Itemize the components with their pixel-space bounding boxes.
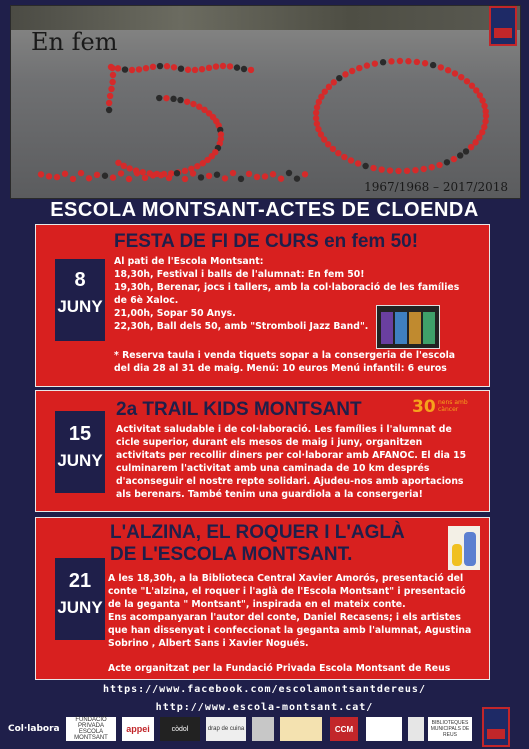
student-figure: [326, 84, 332, 90]
collabora-label: Col·labora: [8, 724, 60, 734]
student-figure: [294, 175, 300, 181]
student-figure: [412, 167, 418, 173]
student-figure: [182, 168, 188, 174]
student-figure: [313, 115, 319, 121]
student-figure: [222, 175, 228, 181]
student-figure: [463, 148, 469, 154]
event-details: [116, 423, 466, 501]
student-figure: [230, 170, 236, 176]
event-footer: Acte organitzat per la Fundació Privada Escola Montsant de Reus: [108, 663, 451, 674]
sponsor-ccm-logo: CCM: [330, 717, 358, 741]
note-line: del dia 28 al 31 de maig. Menú: 10 euros Menú infantil: 6 euros: [114, 363, 447, 374]
student-figure: [106, 107, 112, 113]
student-figure: [158, 172, 164, 178]
student-figure: [451, 156, 457, 162]
student-figure: [414, 59, 420, 65]
event-date-3: [55, 558, 105, 640]
event-line: Sobrino , Albert Sans i Xavier Nogués.: [108, 638, 309, 649]
student-figure: [102, 173, 108, 179]
student-figure: [142, 175, 148, 181]
student-figure: [177, 97, 183, 103]
student-figure: [315, 126, 321, 132]
student-figure: [405, 58, 411, 64]
event-line: A les 18,30h, a la Biblioteca Central Xavier Amorós, presentació del: [108, 573, 464, 584]
student-figure: [469, 83, 475, 89]
student-figure: [387, 167, 393, 173]
event-line: activitats per recollir diners per col·laborar amb AFANOC. El dia 15: [116, 450, 467, 461]
student-figure: [214, 171, 220, 177]
event-day: 21: [68, 570, 92, 592]
student-figure: [206, 65, 212, 71]
student-figure: [134, 170, 140, 176]
student-figure: [397, 58, 403, 64]
student-figure: [164, 63, 170, 69]
event-line: Ens acompanyaran l'autor del conte, Daniel Recasens; i els artistes: [108, 612, 461, 623]
student-figure: [227, 63, 233, 69]
student-figure: [370, 165, 376, 171]
sponsor-logo-6: [280, 717, 322, 741]
student-figure: [194, 163, 200, 169]
event-line: als berenars. També tenim una guardiola a la consergeria!: [116, 489, 423, 500]
event-line: de la geganta " Montsant", inspirada en el mateix conte.: [108, 599, 406, 610]
student-figure: [118, 170, 124, 176]
event-line: conte "L'alzina, el roquer i l'aglà de l'Escola Montsant" i presentació: [108, 586, 466, 597]
student-figure: [421, 166, 427, 172]
student-figure: [483, 108, 489, 114]
student-figure: [313, 110, 319, 116]
event-month: JUNY: [57, 451, 103, 470]
stromboli-band-image: [376, 305, 440, 349]
student-figure: [286, 170, 292, 176]
student-figure: [395, 168, 401, 174]
student-figure: [438, 64, 444, 70]
student-figure: [331, 79, 337, 85]
sponsor-drap-logo: drap de cuina: [206, 717, 246, 741]
event-heading: FESTA DE FI DE CURS en fem 50!: [114, 231, 419, 252]
student-figure: [464, 78, 470, 84]
sponsor-logo-9: [408, 717, 424, 741]
event-line: 18,30h, Festival i balls de l'alumnat: En fem 50!: [114, 269, 365, 280]
student-figure: [472, 139, 478, 145]
student-figure: [157, 63, 163, 69]
student-figure: [150, 172, 156, 178]
event-line: que han dissenyat i confeccionat la geganta amb l'alumnat, Agustina: [108, 625, 472, 636]
student-figure: [444, 159, 450, 165]
student-figure: [62, 171, 68, 177]
sponsor-biblioteques-logo: BIBLIOTEQUES MUNICIPALS DE REUS: [428, 717, 472, 741]
student-figure: [170, 96, 176, 102]
event-line: cicle superior, durant els mesos de maig i juny, organitzen: [116, 437, 423, 448]
student-figure: [457, 152, 463, 158]
student-figure: [234, 64, 240, 70]
student-figure: [372, 60, 378, 66]
student-figure: [302, 171, 308, 177]
photo-caption: En fem: [31, 28, 118, 56]
geganta-illustration: [448, 526, 480, 570]
photo-years: 1967/1968 – 2017/2018: [364, 180, 508, 194]
student-figure: [206, 173, 212, 179]
student-figure: [106, 100, 112, 106]
event-line: 21,00h, Sopar 50 Anys.: [114, 308, 236, 319]
student-figure: [185, 67, 191, 73]
student-figure: [126, 176, 132, 182]
student-figure: [115, 65, 121, 71]
student-figure: [388, 58, 394, 64]
event-day: 15: [68, 423, 92, 445]
student-figure: [129, 67, 135, 73]
student-figure: [246, 171, 252, 177]
event-heading-line: L'ALZINA, EL ROQUER I L'AGLÀ: [110, 522, 405, 543]
student-figure: [458, 74, 464, 80]
student-figure: [143, 65, 149, 71]
student-figure: [262, 173, 268, 179]
student-figure: [468, 144, 474, 150]
student-figure: [46, 173, 52, 179]
student-figure: [364, 62, 370, 68]
facebook-link[interactable]: https://www.facebook.com/escolamontsantdereus/: [103, 684, 426, 695]
student-figure: [54, 174, 60, 180]
student-figure: [422, 60, 428, 66]
student-figure: [70, 176, 76, 182]
event-line: 19,30h, Berenar, jocs i tallers, amb la col·laboració de les famílies: [114, 282, 460, 293]
student-figure: [429, 164, 435, 170]
event-note: [114, 349, 455, 375]
student-figure: [220, 63, 226, 69]
header-photo: [10, 5, 521, 199]
student-figure: [270, 171, 276, 177]
student-figure: [178, 65, 184, 71]
student-figure: [380, 59, 386, 65]
page-title: ESCOLA MONTSANT-ACTES DE CLOENDA: [50, 199, 479, 221]
event-line: de 6è Xaloc.: [114, 295, 179, 306]
student-figure: [241, 66, 247, 72]
student-figure: [192, 67, 198, 73]
student-figure: [355, 160, 361, 166]
student-figure: [335, 150, 341, 156]
badge-text: nens amb càncer: [438, 399, 468, 413]
student-figure: [156, 95, 162, 101]
student-figure: [171, 64, 177, 70]
student-figure: [436, 162, 442, 168]
student-figure: [198, 174, 204, 180]
event-date-1: [55, 259, 105, 341]
student-figure: [314, 121, 320, 127]
student-figure: [430, 62, 436, 68]
event-heading: 2a TRAIL KIDS MONTSANT: [116, 399, 362, 420]
event-panel-3: [35, 517, 490, 680]
student-figure: [109, 79, 115, 85]
student-figure: [174, 170, 180, 176]
student-figure: [126, 165, 132, 171]
student-figure: [108, 86, 114, 92]
school-logo-icon: [489, 6, 517, 46]
student-figure: [38, 171, 44, 177]
sponsor-fundacio-logo: FUNDACIÓ PRIVADA ESCOLA MONTSANT: [66, 717, 116, 741]
student-figure: [330, 146, 336, 152]
student-figure: [86, 175, 92, 181]
student-figure: [238, 176, 244, 182]
student-figure: [78, 170, 84, 176]
student-figure: [121, 163, 127, 169]
student-figure: [348, 157, 354, 163]
student-figure: [482, 118, 488, 124]
badge-number: 30: [412, 397, 436, 417]
student-figure: [342, 71, 348, 77]
event-month: JUNY: [57, 297, 103, 316]
student-figure: [248, 67, 254, 73]
student-figure: [163, 95, 169, 101]
event-panel-2: [35, 390, 490, 512]
school-logo-bottom-icon: [482, 707, 510, 747]
student-figure: [199, 66, 205, 72]
student-figure: [115, 160, 121, 166]
student-figure: [254, 174, 260, 180]
event-line: Al pati de l'Escola Montsant:: [114, 256, 264, 267]
student-figure: [109, 65, 115, 71]
event-heading-line: DE L'ESCOLA MONTSANT.: [110, 544, 353, 565]
student-figure: [356, 65, 362, 71]
sponsor-codol-logo: còdol: [160, 717, 200, 741]
student-figure: [150, 64, 156, 70]
event-line: 22,30h, Ball dels 50, amb "Stromboli Jazz Band".: [114, 321, 369, 332]
student-figure: [362, 163, 368, 169]
event-panel-1: [35, 224, 490, 387]
student-figure: [349, 68, 355, 74]
event-line: Activitat saludable i de col·laboració. Les famílies i l'alumnat de: [116, 424, 452, 435]
student-figure: [182, 176, 188, 182]
student-figure: [122, 66, 128, 72]
student-figure: [94, 172, 100, 178]
student-figure: [184, 99, 190, 105]
student-figure: [200, 160, 206, 166]
student-figure: [213, 63, 219, 69]
event-line: culminarem l'activitat amb una caminada de 10 km després: [116, 463, 430, 474]
student-figure: [404, 168, 410, 174]
sponsor-appei-logo: appei: [122, 717, 154, 741]
student-figure: [110, 174, 116, 180]
student-figure: [136, 66, 142, 72]
student-figure: [481, 103, 487, 109]
student-figure: [166, 175, 172, 181]
sponsor-logo-8: [366, 717, 402, 741]
student-figure: [452, 70, 458, 76]
student-figure: [190, 101, 196, 107]
student-figure: [341, 154, 347, 160]
student-figure: [140, 169, 146, 175]
event-date-2: [55, 411, 105, 493]
student-figure: [110, 72, 116, 78]
student-figure: [278, 175, 284, 181]
student-figure: [378, 166, 384, 172]
website-link[interactable]: http://www.escola-montsant.cat/: [155, 702, 374, 713]
event-heading: [110, 522, 405, 566]
afanoc-badge: [412, 397, 472, 419]
student-figure: [336, 75, 342, 81]
student-figure: [190, 170, 196, 176]
student-figure: [107, 93, 113, 99]
student-figure: [445, 67, 451, 73]
event-line: d'aconseguir el nostre repte solidari. Ajudeu-nos amb aportacions: [116, 476, 464, 487]
sponsor-logo-5: [252, 717, 274, 741]
event-day: 8: [74, 269, 86, 291]
note-line: * Reserva taula i venda tiquets sopar a la consergeria de l'escola: [114, 350, 456, 361]
event-month: JUNY: [57, 598, 103, 617]
event-details: [108, 572, 471, 650]
